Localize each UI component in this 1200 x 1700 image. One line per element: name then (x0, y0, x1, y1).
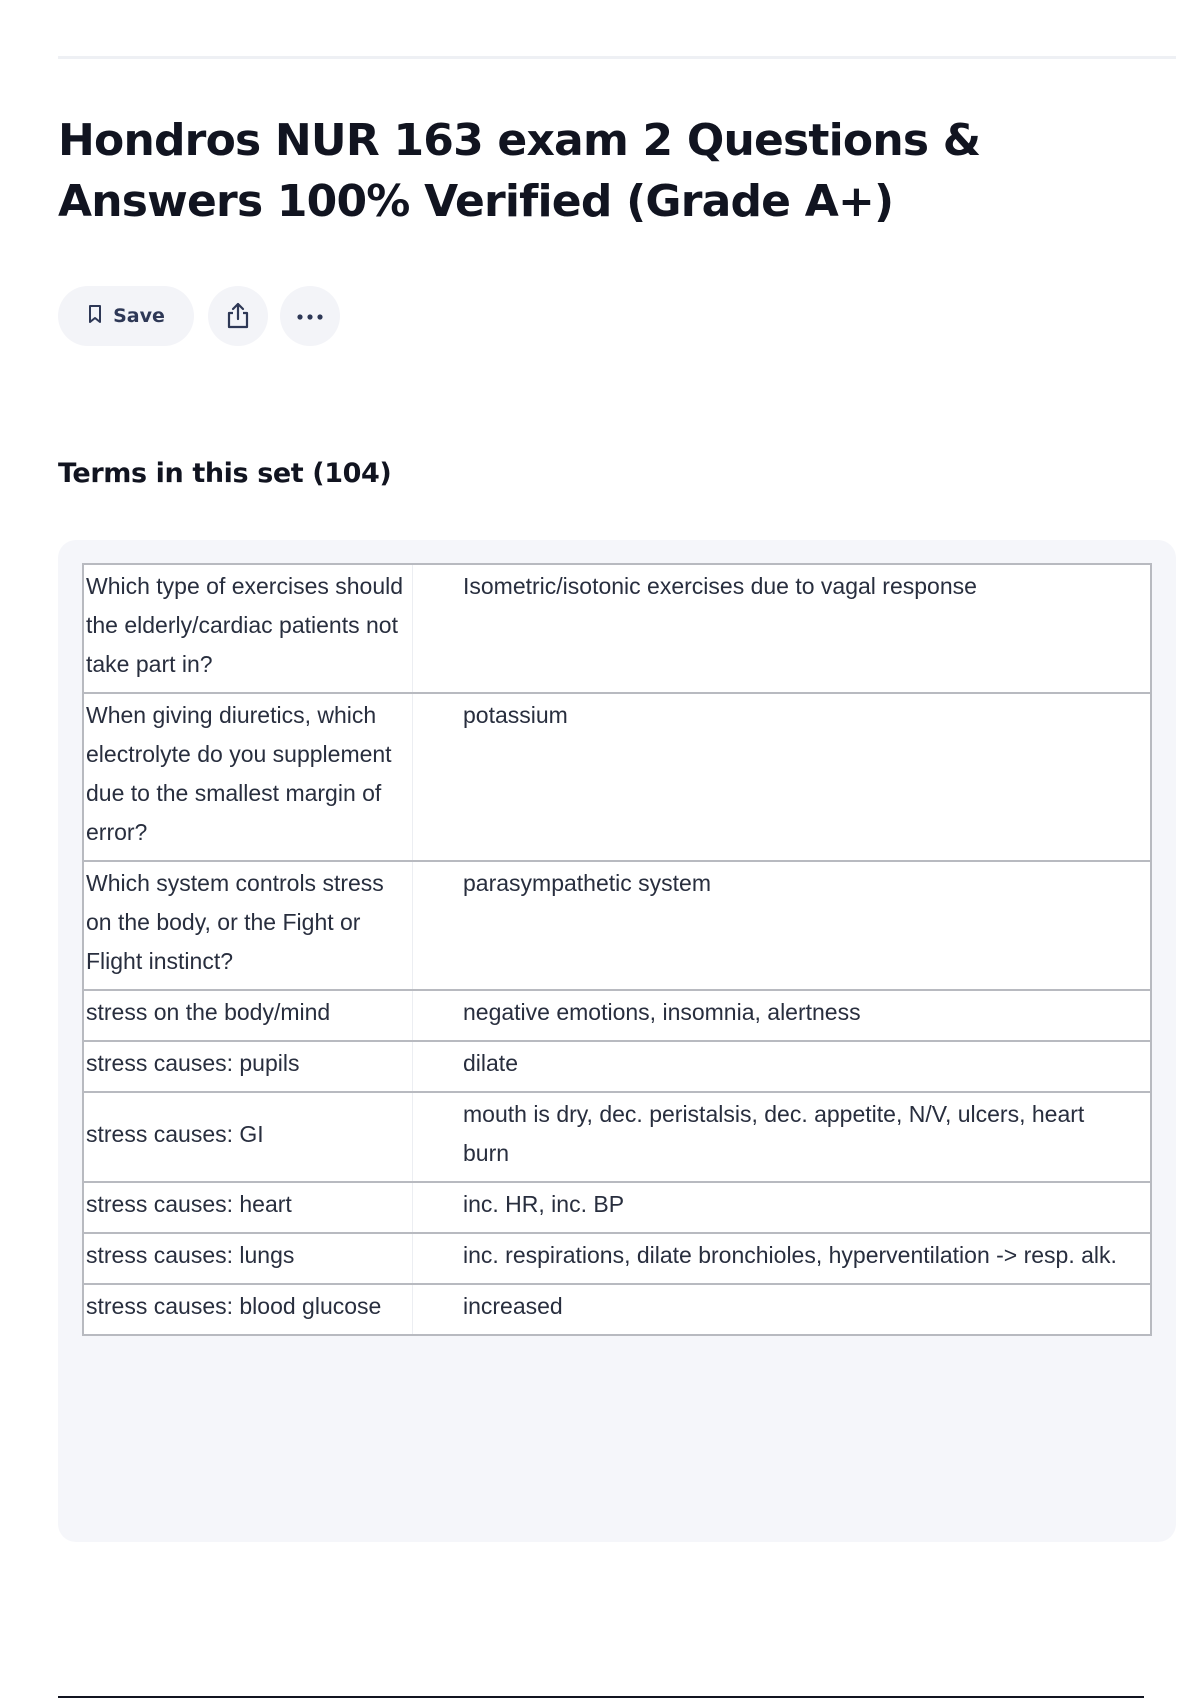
definition-cell: inc. HR, inc. BP (413, 1182, 1152, 1233)
term-cell: Which type of exercises should the elderly/cardiac patients not take part in? (83, 564, 413, 693)
definition-cell: potassium (413, 693, 1152, 861)
top-divider (58, 56, 1176, 59)
term-cell: stress causes: heart (83, 1182, 413, 1233)
save-label: Save (113, 305, 165, 327)
term-cell: stress causes: pupils (83, 1041, 413, 1092)
bottom-divider (58, 1696, 1144, 1698)
terms-heading: Terms in this set (104) (58, 458, 392, 489)
term-cell: stress causes: GI (83, 1092, 413, 1182)
terms-panel (58, 540, 1176, 1542)
table-row (83, 693, 1151, 861)
definition-cell: dilate (413, 1041, 1152, 1092)
bookmark-icon (87, 304, 103, 329)
definition-cell: inc. respirations, dilate bronchioles, hyperventilation -> resp. alk. (413, 1233, 1152, 1284)
action-bar (58, 286, 352, 346)
table-row (83, 861, 1151, 990)
term-cell: stress causes: blood glucose (83, 1284, 413, 1335)
table-row (83, 564, 1151, 693)
terms-table (82, 563, 1152, 1336)
share-icon (224, 300, 252, 333)
definition-cell: negative emotions, insomnia, alertness (413, 990, 1152, 1041)
table-row (83, 990, 1151, 1041)
term-cell: When giving diuretics, which electrolyte do you supplement due to the smallest margin of error? (83, 693, 413, 861)
save-button[interactable] (58, 286, 194, 346)
table-row (83, 1041, 1151, 1092)
more-horizontal-icon (295, 309, 325, 324)
table-row (83, 1233, 1151, 1284)
more-options-button[interactable] (280, 286, 340, 346)
definition-cell: Isometric/isotonic exercises due to vagal response (413, 564, 1152, 693)
definition-cell: mouth is dry, dec. peristalsis, dec. appetite, N/V, ulcers, heart burn (413, 1092, 1152, 1182)
table-row (83, 1092, 1151, 1182)
definition-cell: parasympathetic system (413, 861, 1152, 990)
share-button[interactable] (208, 286, 268, 346)
term-cell: stress causes: lungs (83, 1233, 413, 1284)
term-cell: Which system controls stress on the body, or the Fight or Flight instinct? (83, 861, 413, 990)
page-title: Hondros NUR 163 exam 2 Questions & Answers 100% Verified (Grade A+) (58, 115, 981, 227)
definition-cell: increased (413, 1284, 1152, 1335)
term-cell: stress on the body/mind (83, 990, 413, 1041)
table-row (83, 1182, 1151, 1233)
table-row (83, 1284, 1151, 1335)
